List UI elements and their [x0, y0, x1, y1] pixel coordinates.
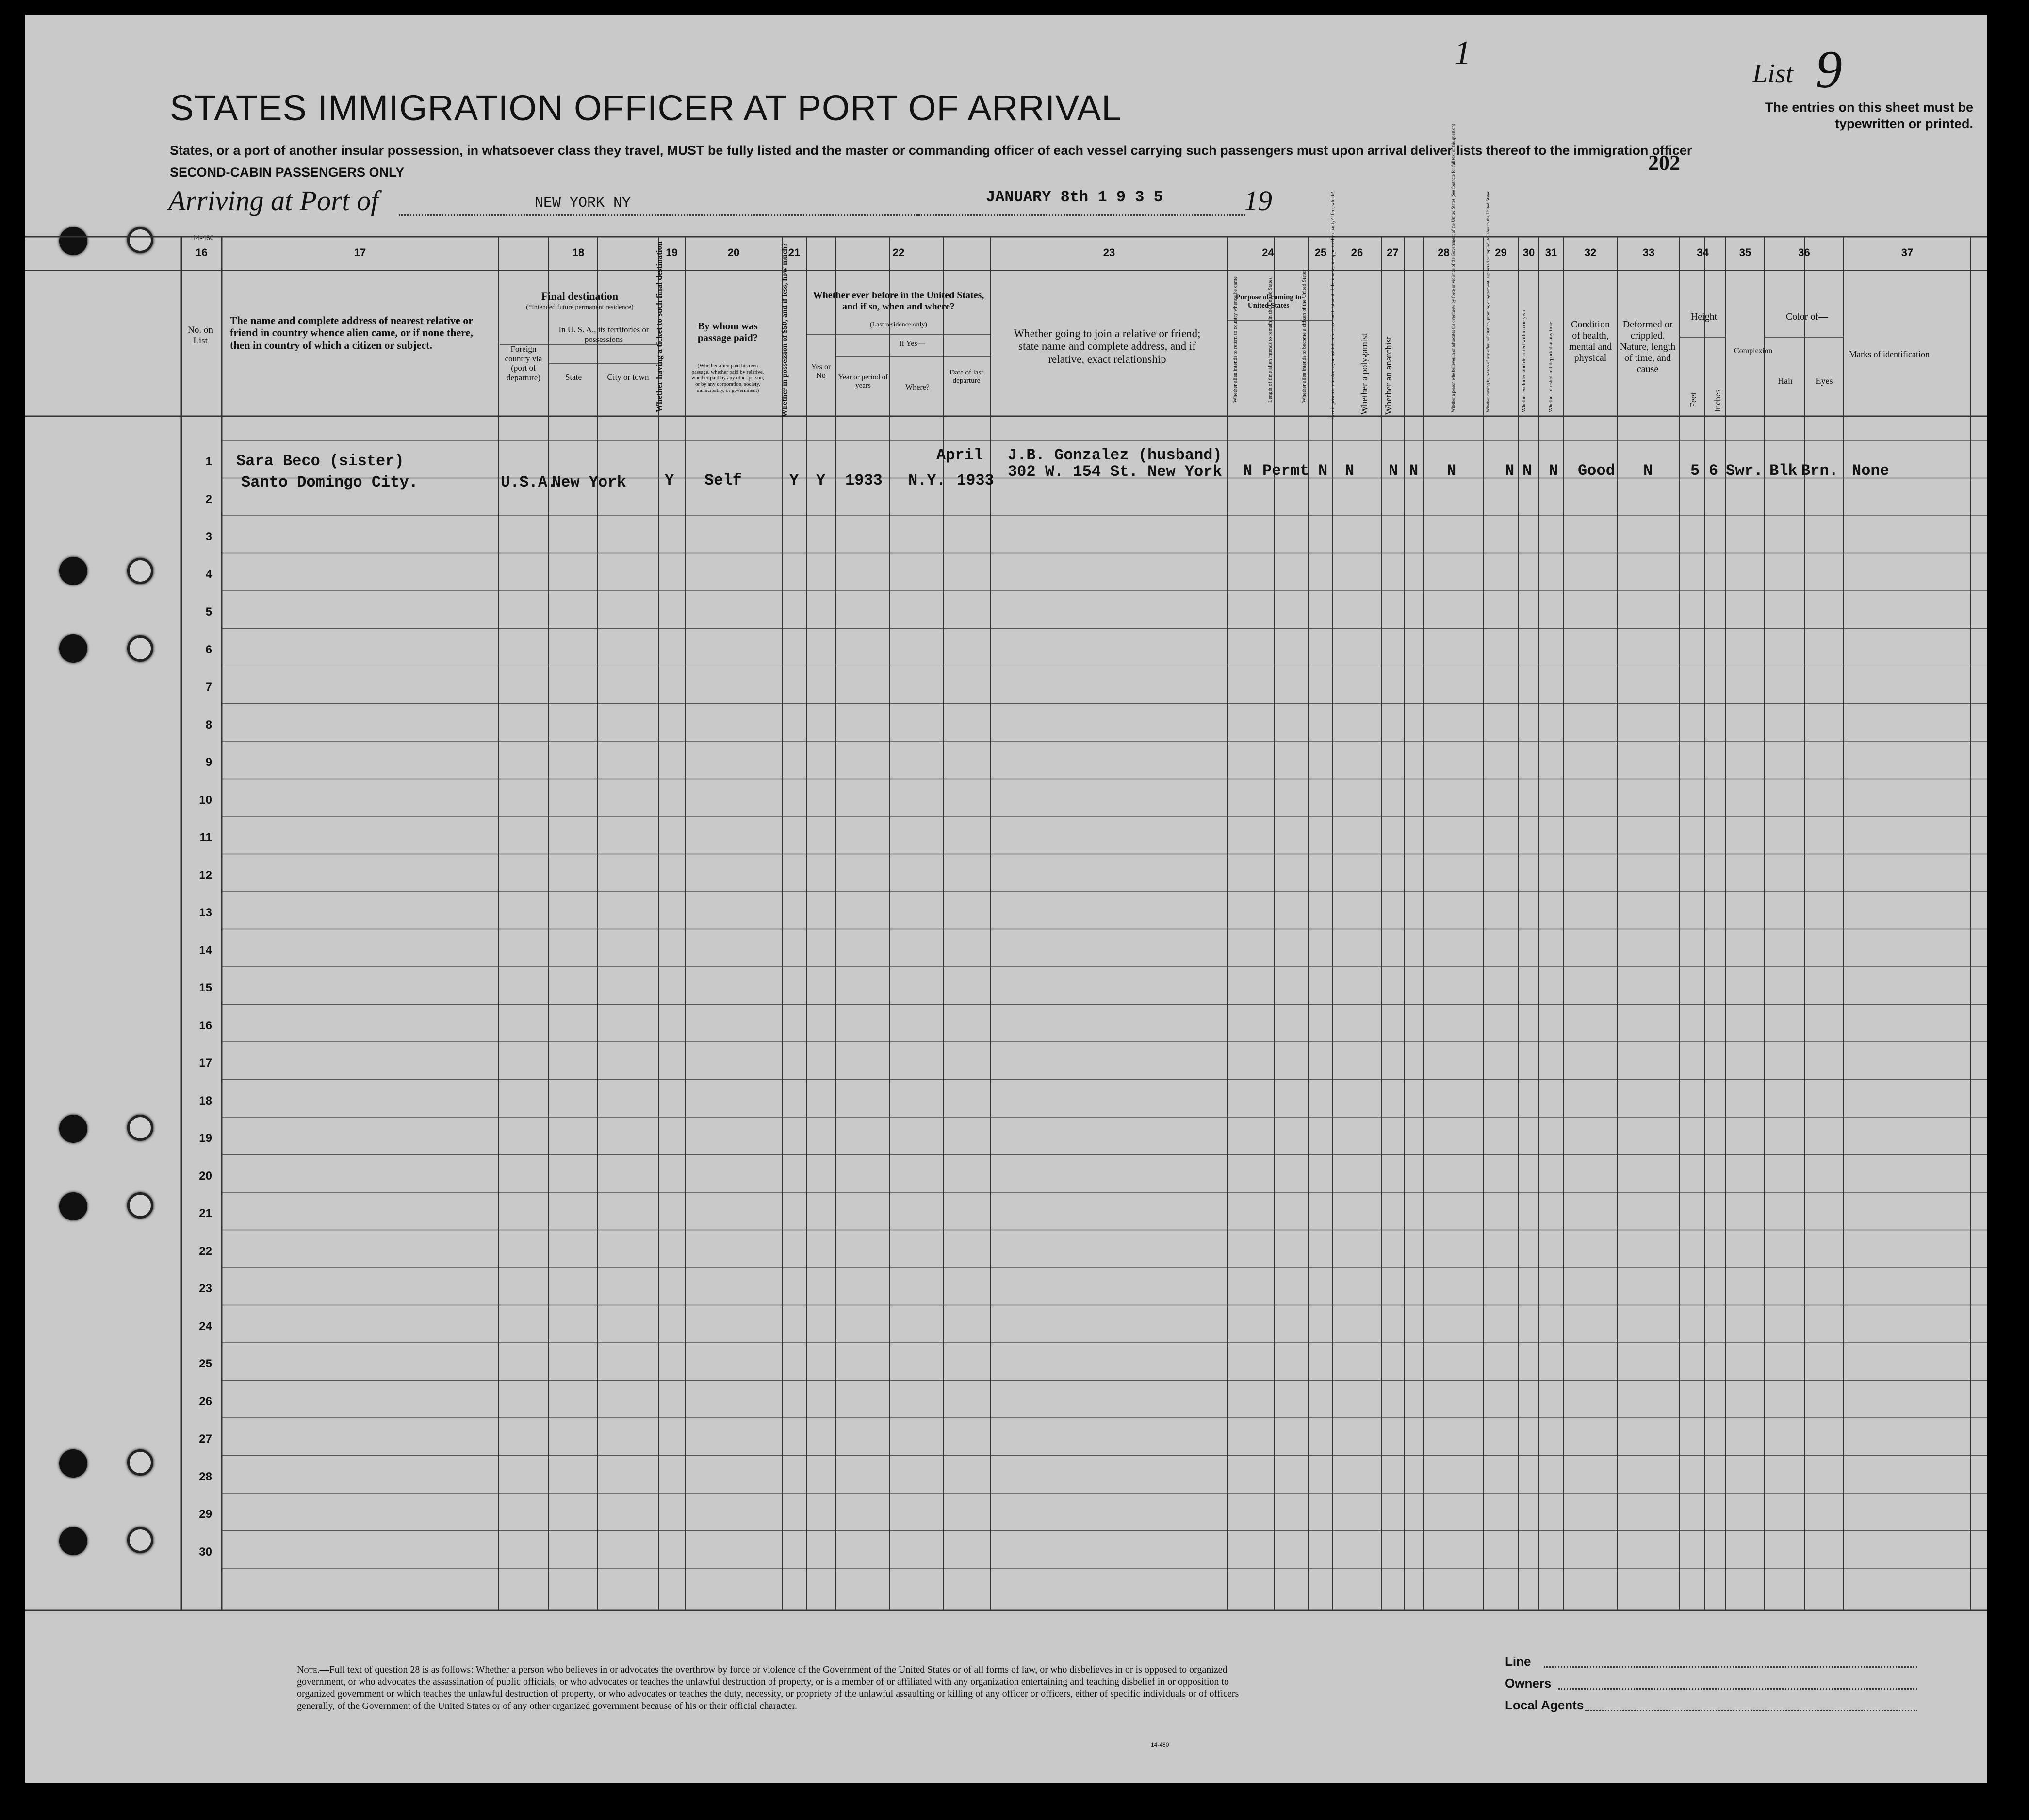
column-number: 36: [1798, 246, 1810, 259]
col-header-34-feet: Feet: [1688, 392, 1698, 407]
entry-before-year: 1933: [845, 471, 883, 489]
manifest-grid: [25, 15, 1987, 1783]
col-header-22-ifyes: If Yes—: [899, 340, 925, 348]
entry-31: N: [1549, 462, 1558, 480]
manifest-sheet: [25, 15, 1987, 1783]
col-header-25: Ever in prison or almshouse, or institution for care and treatment of the insane, or supported by charity? If so, which?: [1330, 192, 1336, 420]
entry-join-name: J.B. Gonzalez (husband): [1008, 446, 1222, 464]
row-number: 19: [199, 1132, 212, 1145]
entry-complexion: Swr.: [1726, 462, 1763, 480]
footnote-label: Note.: [297, 1664, 320, 1675]
col-header-20: By whom was passage paid?: [697, 320, 758, 344]
col-header-37: Marks of identification: [1849, 349, 1930, 359]
col-header-36: Color of—: [1785, 311, 1829, 322]
col-header-34-inches: Inches: [1713, 390, 1722, 412]
row-number: 26: [199, 1395, 212, 1408]
row-number: 29: [199, 1508, 212, 1521]
entry-marks: None: [1852, 462, 1889, 480]
row-number: 6: [205, 643, 212, 656]
footer-line-label: Line: [1505, 1654, 1531, 1669]
column-number: 24: [1262, 246, 1274, 259]
col-header-18-foreign: Foreign country via (port of departure): [505, 344, 542, 382]
col-header-18-sub: (*Intended future permanent residence): [526, 304, 634, 311]
column-number: 27: [1387, 246, 1399, 259]
col-header-18-city: City or town: [607, 373, 649, 382]
col-header-18-state: State: [565, 373, 582, 382]
entry-money: Y: [789, 471, 799, 489]
column-number: 33: [1642, 246, 1655, 259]
entry-24c: N: [1318, 462, 1328, 480]
footer-agents-label: Local Agents: [1505, 1698, 1584, 1712]
col-header-35: Complexion: [1734, 347, 1773, 355]
instruction-text: States, or a port of another insular possession, in whatsoever class they travel, MUST be fully listed and the master or commanding officer of each vessel carrying such passengers must upon arrival deliver lists thereof to the immigration officer: [170, 143, 1692, 158]
col-header-24-a: Whether alien intends to return to country whence he came: [1232, 276, 1238, 403]
row-number: 27: [199, 1432, 212, 1446]
col-header-24: Purpose of coming to United States: [1235, 293, 1302, 310]
col-header-29: Whether coming by reason of any offer, solicitation, promise, or agreement, expressed or implied, to labor in the United States: [1486, 191, 1490, 412]
row-number: 17: [199, 1056, 212, 1070]
col-header-16: No. on List: [188, 325, 213, 346]
entry-health: Good: [1578, 462, 1615, 480]
col-header-18-usa: In U. S. A., its territories or possessions: [558, 325, 649, 344]
date-value: JANUARY 8th 1 9 3 5: [986, 188, 1163, 206]
row-number: 3: [205, 530, 212, 543]
list-label: List: [1752, 59, 1794, 89]
entry-24b: Permt: [1262, 462, 1309, 480]
row-number: 11: [199, 831, 212, 844]
col-header-26: Whether a polygamist: [1359, 333, 1370, 415]
col-header-30: Whether excluded and deported within one year: [1521, 309, 1527, 412]
footnote-text: —Full text of question 28 is as follows: Whether a person who believes in or advocates the overthrow by force or violence of the Government of the United States or of all forms of law, or who disbelieves in or is opposed to organized government, or who advocates the assassination of public officials, or who advocates or teaches the unlawful destruction of property, or is a member of or affiliated with any organization entertaining and teaching disbelief in or opposition to organized government or which teaches the unlawful destruction of property, or who advocates or teaches the duty, necessity, or propriety of the unlawful assaulting or killing of any officer or officers, either of specific individuals or of officers generally, of the Government of the United States or of any other organized government because of his or their official character.: [297, 1664, 1239, 1711]
entry-before-yes-no: Y: [816, 471, 826, 489]
col-header-32: Condition of health, mental and physical: [1569, 319, 1612, 363]
col-header-34: Height: [1690, 311, 1718, 322]
column-number: 16: [196, 246, 208, 259]
col-header-19: Whether having a ticket to such final destination: [655, 241, 664, 412]
column-number: 18: [572, 246, 585, 259]
column-number: 29: [1495, 246, 1507, 259]
entry-relative-address: Santo Domingo City.: [241, 473, 418, 491]
col-header-22-year: Year or period of years: [838, 374, 888, 390]
col-header-24-b: Length of time alien intends to remain in the United States: [1267, 277, 1273, 403]
port-value: NEW YORK NY: [535, 195, 631, 211]
row-number: 20: [199, 1169, 212, 1183]
footer-agents-underline: [1585, 1710, 1917, 1711]
entry-29: N: [1505, 462, 1515, 480]
column-number: 19: [666, 246, 678, 259]
entry-24a: N: [1243, 462, 1253, 480]
handwritten-number: 1: [1454, 34, 1471, 72]
entry-feet: 5: [1690, 462, 1700, 480]
typewritten-note: The entries on this sheet must be typewritten or printed.: [1765, 100, 1973, 131]
row-number: 30: [199, 1545, 212, 1559]
arriving-label: Arriving at Port of: [168, 185, 379, 216]
col-header-31: Whether arrested and deported at any time: [1548, 322, 1554, 412]
row-number: 23: [199, 1282, 212, 1295]
row-number: 14: [199, 943, 212, 957]
entry-before-where: N.Y.: [908, 471, 946, 489]
row-number: 13: [199, 906, 212, 919]
entry-join-address: 302 W. 154 St. New York: [1008, 463, 1222, 481]
footer-owners-underline: [1558, 1688, 1917, 1690]
entry-hair: Blk: [1769, 462, 1798, 480]
row-number: 28: [199, 1470, 212, 1483]
row-number: 16: [199, 1019, 212, 1032]
column-number: 30: [1522, 246, 1535, 259]
column-number: 26: [1351, 246, 1363, 259]
footer-form-code: 14-480: [1151, 1741, 1169, 1748]
row-number: 15: [199, 981, 212, 994]
col-header-36-hair: Hair: [1778, 376, 1793, 386]
col-header-18: Final destination: [541, 290, 619, 302]
col-header-22: Whether ever before in the United States, and if so, when and where?: [813, 290, 984, 312]
column-number: 28: [1438, 246, 1450, 259]
sheet-number: 202: [1648, 151, 1680, 175]
list-number: 9: [1816, 40, 1842, 99]
entry-ticket: Y: [665, 471, 674, 489]
col-header-33: Deformed or crippled. Nature, length of time, and cause: [1620, 319, 1676, 374]
column-number: 34: [1697, 246, 1709, 259]
col-header-20-sub: (Whether alien paid his own passage, whether paid by relative, whether paid by any other person, or by any corporation, society, municipality, or government): [691, 363, 764, 393]
column-number: 31: [1545, 246, 1557, 259]
entry-26: N: [1389, 462, 1398, 480]
row-number: 4: [205, 568, 212, 581]
row-number: 25: [199, 1357, 212, 1370]
entry-state: New York: [552, 473, 626, 491]
entry-relative-name: Sara Beco (sister): [236, 452, 404, 470]
entry-departure-year: 1933: [957, 471, 994, 489]
col-header-17: The name and complete address of nearest relative or friend in country whence alien came, or if none there, then in country of which a citizen or subject.: [230, 314, 473, 351]
column-number: 25: [1314, 246, 1327, 259]
year-label: 19: [1244, 185, 1272, 216]
row-number: 22: [199, 1244, 212, 1258]
column-number: 21: [788, 246, 801, 259]
column-number: 37: [1901, 246, 1914, 259]
entry-deformed: N: [1643, 462, 1653, 480]
row-number: 10: [199, 793, 212, 807]
entry-eyes: Brn.: [1801, 462, 1838, 480]
col-header-22-yesno: Yes or No: [811, 363, 831, 380]
form-code: 14-480: [193, 234, 214, 242]
entry-paid-by: Self: [704, 471, 742, 489]
entry-inches: 6: [1709, 462, 1718, 480]
footnote: [297, 1664, 1243, 1712]
col-header-22-where: Where?: [905, 383, 930, 391]
row-number: 7: [205, 681, 212, 694]
entry-departure-month: April: [936, 446, 983, 464]
entry-27: N: [1409, 462, 1419, 480]
col-header-22-sub: (Last residence only): [869, 321, 928, 328]
column-number: 35: [1739, 246, 1751, 259]
entry-25: N: [1345, 462, 1355, 480]
column-number: 23: [1103, 246, 1115, 259]
page-title: STATES IMMIGRATION OFFICER AT PORT OF ARRIVAL: [170, 88, 1122, 128]
row-number: 2: [205, 492, 212, 506]
class-label: SECOND-CABIN PASSENGERS ONLY: [170, 165, 405, 179]
col-header-28: Whether a person who believes in or advocates the overthrow by force or violence of the Government of the United States (See footnote for full text of this question): [1451, 124, 1456, 412]
row-number: 18: [199, 1094, 212, 1107]
column-number: 22: [892, 246, 905, 259]
row-number: 9: [205, 756, 212, 769]
col-header-23: Whether going to join a relative or friend; state name and complete address, and if relative, exact relationship: [1014, 327, 1201, 365]
entry-28: N: [1447, 462, 1456, 480]
col-header-24-c: Whether alien intends to become a citizen of the United States: [1301, 269, 1307, 403]
column-number: 17: [354, 246, 366, 259]
entry-foreign-country: U.S.A.: [501, 473, 557, 491]
row-number: 1: [205, 455, 212, 468]
col-header-22-date: Date of last departure: [949, 369, 983, 385]
column-number: 32: [1584, 246, 1597, 259]
row-number: 24: [199, 1319, 212, 1333]
row-number: 12: [199, 868, 212, 882]
footer-owners-label: Owners: [1505, 1676, 1552, 1690]
col-header-27: Whether an anarchist: [1384, 336, 1394, 415]
footer-line-underline: [1544, 1666, 1917, 1668]
row-number: 8: [205, 718, 212, 731]
column-number: 20: [727, 246, 740, 259]
row-number: 5: [205, 605, 212, 618]
row-number: 21: [199, 1207, 212, 1220]
col-header-36-eyes: Eyes: [1816, 376, 1833, 386]
col-header-21: Whether in possession of $50, and if less, how much?: [781, 243, 789, 417]
entry-30: N: [1522, 462, 1532, 480]
